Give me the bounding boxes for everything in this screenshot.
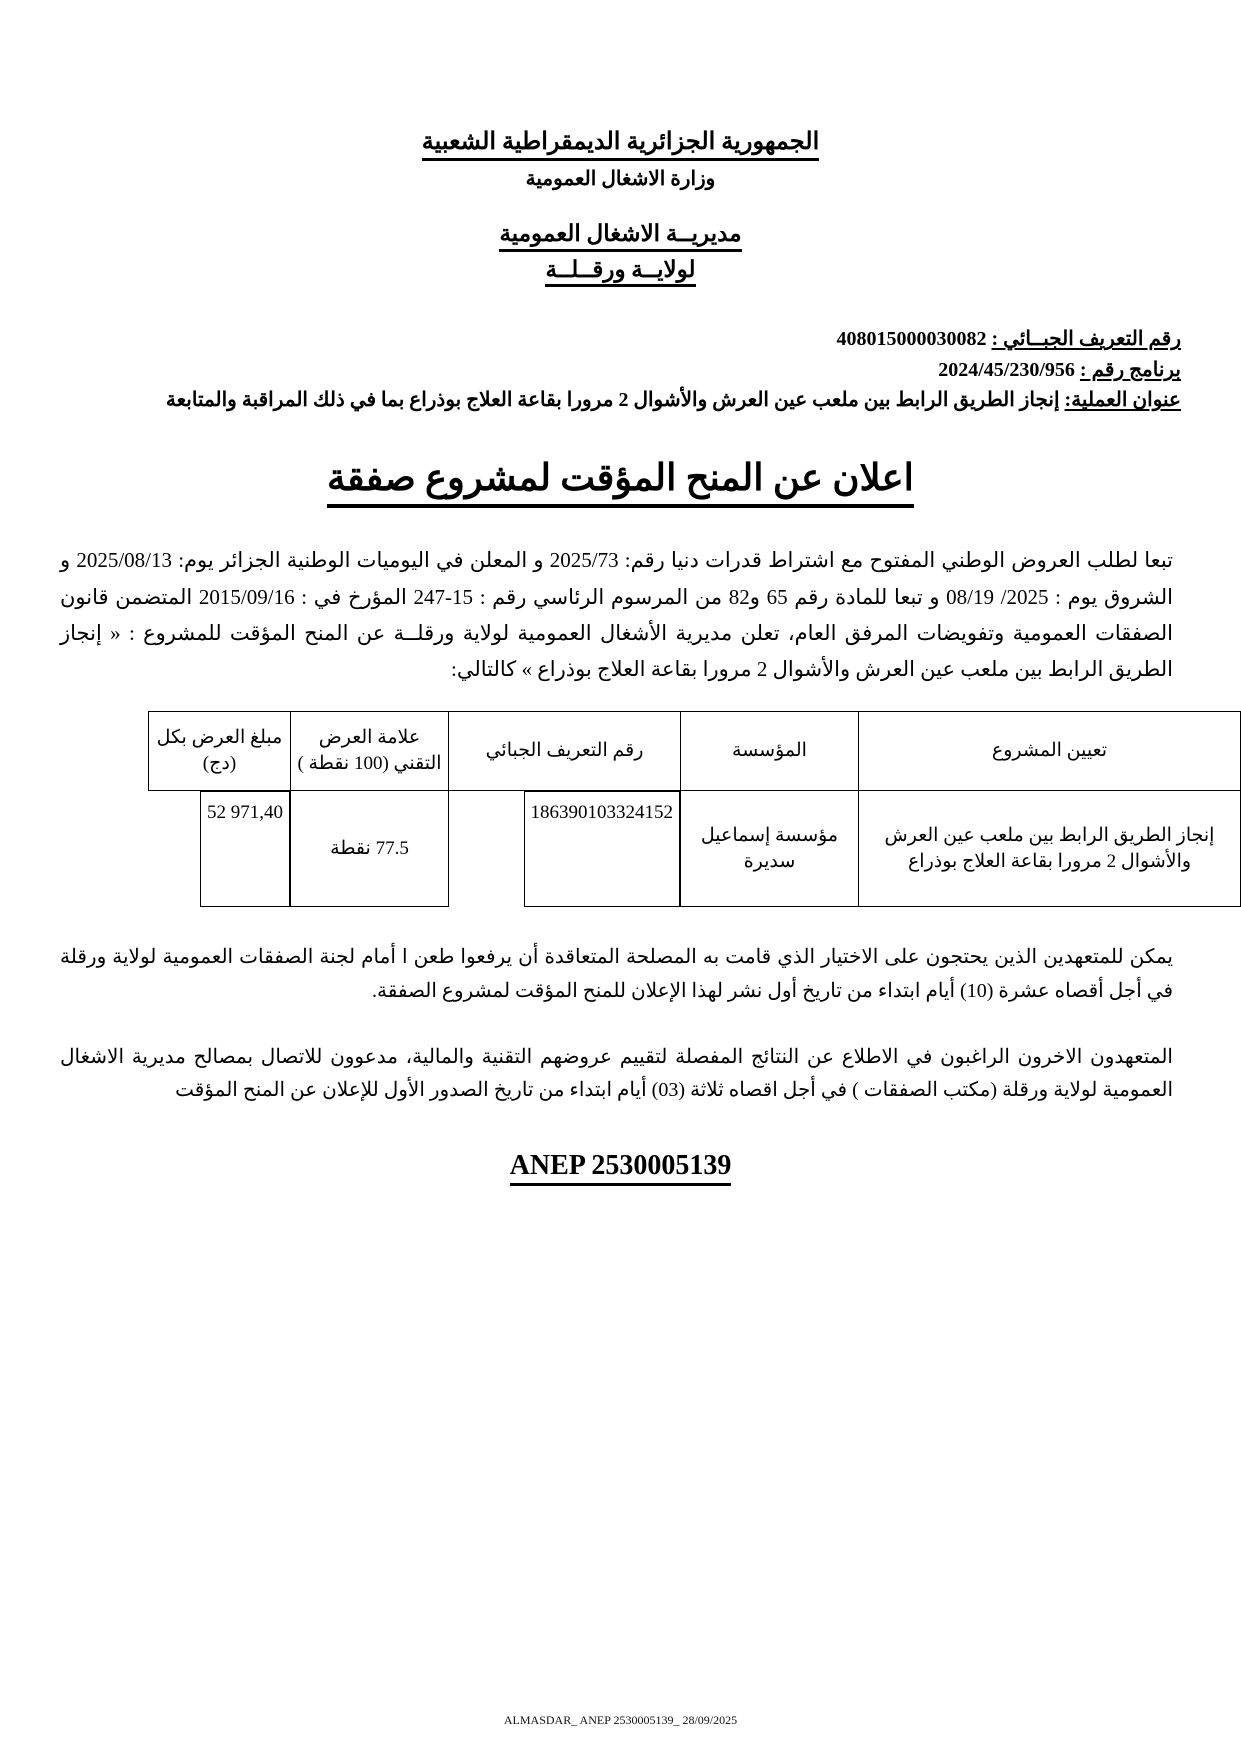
document-header bbox=[0, 128, 1241, 287]
table-header-company: المؤسسة bbox=[681, 711, 859, 790]
cell-taxid: 186390103324152 bbox=[524, 791, 681, 907]
cell-company: مؤسسة إسماعيل سديرة bbox=[681, 790, 859, 907]
tax-id-label: رقم التعريف الجبــائي : bbox=[991, 328, 1181, 351]
operation-row bbox=[158, 386, 1181, 414]
directorate-heading: مديريــة الاشغال العمومية bbox=[499, 220, 741, 252]
ministry-heading: وزارة الاشغال العمومية bbox=[525, 168, 716, 191]
anep-reference-text: ANEP 2530005139 bbox=[510, 1150, 732, 1186]
table-header-taxid: رقم التعريف الجبائي bbox=[449, 711, 681, 790]
table-header-score: علامة العرض التقني (100 نقطة ) bbox=[291, 711, 449, 790]
page-title bbox=[0, 456, 1241, 508]
table-header-amount: مبلغ العرض بكل (دج) bbox=[149, 711, 291, 790]
tax-id-row bbox=[158, 325, 1181, 353]
program-value: 2024/45/230/956 bbox=[938, 358, 1075, 381]
program-label: برنامج رقم : bbox=[1079, 358, 1181, 381]
cell-score: 77.5 نقطة bbox=[291, 790, 449, 907]
table-header-row bbox=[149, 711, 1241, 790]
announcement-paragraph: تبعا لطلب العروض الوطني المفتوح مع اشتراط قدرات دنيا رقم: 2025/73 و المعلن في اليوميات الوطنية الجزائر يوم: 2025/08/13 و الشروق يوم : 2025/ 08/19 و تبعا للمادة رقم 65 و82 من المرسوم الرئاسي رقم : 15-247 المؤرخ في : 2015/09/16 المتضمن قانون الصفقات العمومية وتفويضات المرفق العام، تعلن مديرية الأشغال العمومية لولاية ورقلــة عن المنح المؤقت للمشروع : « إنجاز الطريق الرابط بين ملعب عين العرش والأشوال 2 مرورا بقاعة العلاج بوذراع » كالتالي: bbox=[60, 548, 1173, 681]
wilaya-heading: لولايــة ورقــلــة bbox=[545, 256, 695, 288]
operation-label: عنوان العملية: bbox=[1064, 389, 1181, 412]
operation-value: إنجاز الطريق الرابط بين ملعب عين العرش والأشوال 2 مرورا بقاعة العلاج بوذراع بما في ذلك المراقبة والمتابعة bbox=[165, 389, 1060, 412]
cell-amount: 52 971,40 bbox=[200, 791, 290, 907]
information-note: المتعهدون الاخرون الراغبون في الاطلاع عن النتائج المفصلة لتقييم عروضهم التقنية والمالية، مدعوون للاتصال بمصالح مديرية الاشغال العمومية لولاية ورقلة (مكتب الصفقات ) في أجل اقصاه ثلاثة (03) أيام ابتداء من تاريخ الصدور الأول للإعلان عن المنح المؤقت bbox=[60, 1045, 1173, 1102]
anep-reference bbox=[0, 1150, 1241, 1186]
page-title-text: اعلان عن المنح المؤقت لمشروع صفقة bbox=[327, 456, 914, 508]
identification-block bbox=[0, 325, 1241, 414]
tax-id-value: 408015000030082 bbox=[836, 328, 987, 351]
page-footer-stamp: ALMASDAR_ ANEP 2530005139_ 28/09/2025 bbox=[503, 1713, 738, 1727]
table-header-project: تعيين المشروع bbox=[859, 711, 1241, 790]
cell-project: إنجاز الطريق الرابط بين ملعب عين العرش والأشوال 2 مرورا بقاعة العلاج بوذراع bbox=[859, 790, 1241, 907]
appeal-note: يمكن للمتعهدين الذين يحتجون على الاختيار الذي قامت به المصلحة المتعاقدة أن يرفعوا طعن ا أمام لجنة الصفقات العمومية لولاية ورقلة في أجل أقصاه عشرة (10) أيام ابتداء من تاريخ أول نشر لهذا الإعلان للمنح المؤقت لمشروع الصفقة. bbox=[60, 946, 1173, 1003]
table-row bbox=[149, 790, 1241, 907]
program-row bbox=[158, 356, 1181, 384]
award-table-wrapper bbox=[0, 711, 1241, 908]
republic-heading: الجمهورية الجزائرية الديمقراطية الشعبية bbox=[422, 128, 820, 161]
award-table bbox=[148, 711, 1241, 908]
